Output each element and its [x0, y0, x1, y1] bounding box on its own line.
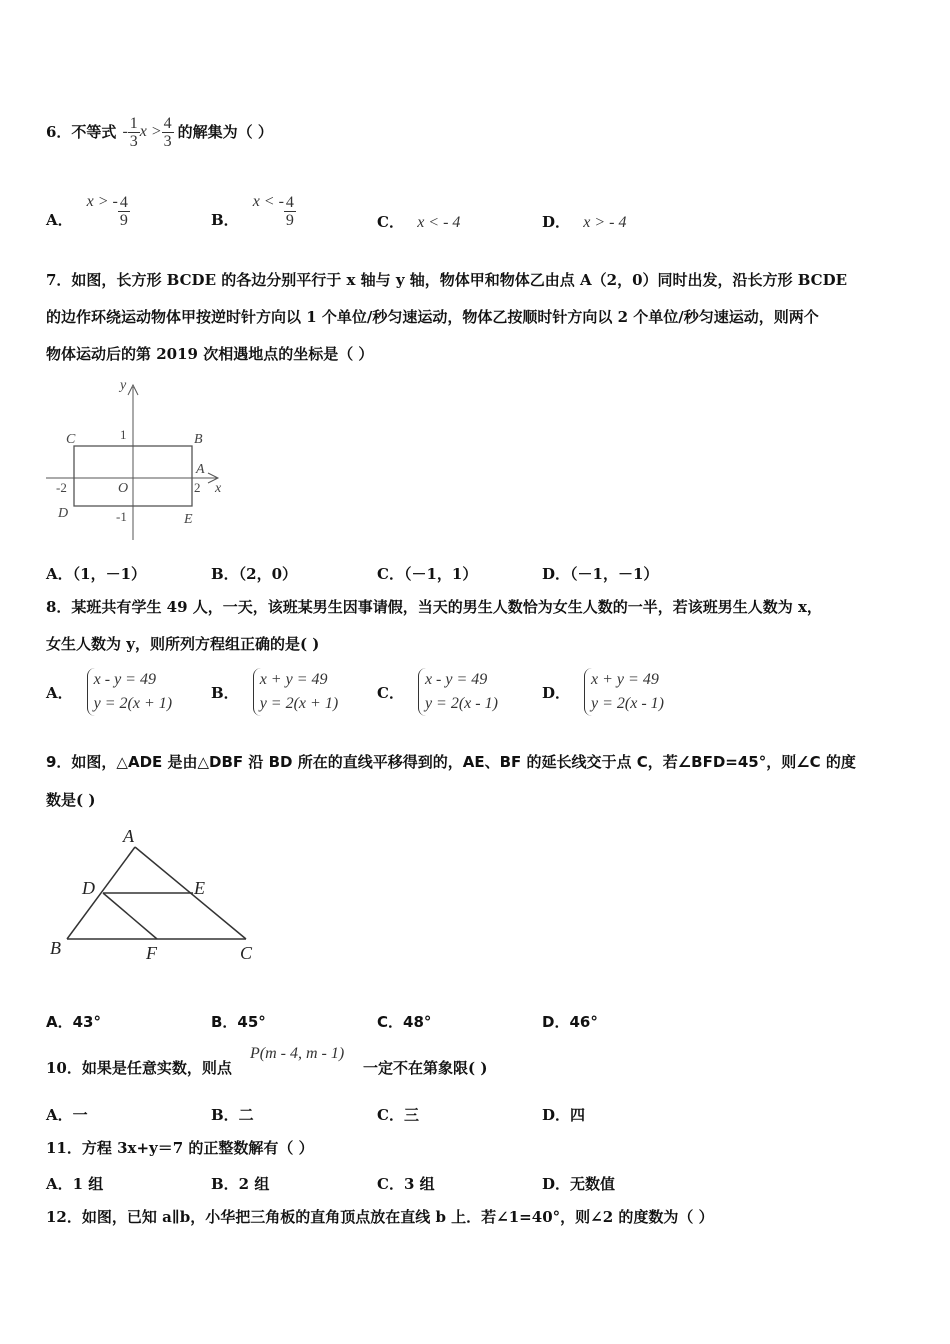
q6-option-b[interactable]: [211, 186, 296, 236]
q8-option-d-system: [584, 668, 664, 716]
q8-option-b-system: [253, 668, 338, 716]
q6-frac-2-den: 3: [163, 132, 172, 150]
q8-option-b-eq2: y = 2(x + 1): [259, 695, 339, 712]
q11-option-b[interactable]: B．2 组: [211, 1175, 270, 1193]
q7-tick-1: 1: [120, 427, 127, 442]
q9-figure: [40, 822, 280, 972]
q9-label-f: F: [146, 943, 157, 963]
q7-option-d[interactable]: D．（－1，－1）: [542, 565, 659, 583]
q11-stem: 11．方程 3x+y＝7 的正整数解有（ ）: [46, 1139, 314, 1157]
q10-option-a[interactable]: A．一: [46, 1106, 88, 1124]
q8-option-b-label: B．: [211, 683, 239, 702]
q8-option-c-system: [418, 668, 498, 716]
q8-option-b[interactable]: [211, 668, 338, 716]
q7-label-d: D: [58, 506, 69, 521]
q6-option-a-frac: [118, 194, 130, 229]
q9-label-e: E: [194, 878, 205, 898]
q6-option-a-expr: x > -: [86, 193, 118, 210]
q7-label-y: y: [120, 378, 127, 393]
q8-option-d-label: D．: [542, 683, 571, 702]
q8-option-c-eq1: x - y = 49: [424, 671, 488, 688]
q6-option-a-label: A．: [46, 211, 73, 229]
q6-ineq-lead: -: [122, 123, 128, 140]
q10-option-d[interactable]: D．四: [542, 1106, 586, 1124]
q9-label-a: A: [123, 826, 134, 846]
q6-option-c-expr: x < - 4: [417, 214, 461, 231]
q7-tick-minus-2: -2: [56, 480, 67, 495]
q8-option-a-eq1: x - y = 49: [93, 671, 156, 688]
q6-option-c-label: C．: [377, 213, 404, 231]
q7-option-b[interactable]: B．（2，0）: [211, 565, 298, 583]
q7-stem-line-3: 物体运动后的第 2019 次相遇地点的坐标是（ ）: [46, 345, 374, 363]
q10-option-b[interactable]: B．二: [211, 1106, 254, 1124]
q9-option-d[interactable]: D．46°: [542, 1013, 598, 1031]
q9-option-b[interactable]: B．45°: [211, 1013, 266, 1031]
q7-stem-line-2: 的边作环绕运动物体甲按逆时针方向以 1 个单位/秒匀速运动，物体乙按顺时针方向以 2 个单位/秒匀速运动，则两个: [46, 308, 819, 326]
q7-tick-2: 2: [194, 480, 201, 495]
q8-option-a-eq2: y = 2(x + 1): [93, 695, 173, 712]
q10-stem-suffix: 一定不在第象限( ): [363, 1059, 488, 1077]
q6-frac-1: [128, 115, 140, 150]
q6-option-b-num: 4: [285, 193, 294, 211]
q6-option-b-frac: [284, 194, 296, 229]
q7-figure: [40, 375, 240, 545]
q8-option-c-eq2: y = 2(x - 1): [424, 695, 498, 712]
q6-frac-1-den: 3: [129, 132, 138, 150]
q8-stem-line-1: 8．某班共有学生 49 人，一天，该班某男生因事请假，当天的男生人数恰为女生人数的一半，若该班男生人数为 x，: [46, 598, 822, 616]
q6-option-a-den: 9: [119, 211, 128, 229]
q8-option-c-label: C．: [377, 683, 404, 702]
q6-option-d-label: D．: [542, 213, 571, 231]
q7-stem-line-1: 7．如图，长方形 BCDE 的各边分别平行于 x 轴与 y 轴，物体甲和物体乙由点 A（2，0）同时出发，沿长方形 BCDE: [46, 271, 848, 289]
q9-option-c[interactable]: C．48°: [377, 1013, 432, 1031]
q8-option-a-system: [87, 668, 172, 716]
q8-option-a[interactable]: [46, 668, 172, 716]
q6-frac-2-num: 4: [163, 114, 172, 132]
q7-option-a[interactable]: A．（1，－1）: [46, 565, 147, 583]
q6-frac-1-num: 1: [129, 114, 138, 132]
q9-label-b: B: [50, 938, 61, 958]
q6-stem-prefix: 6．不等式: [46, 123, 117, 141]
q7-tick-minus-1: -1: [116, 509, 127, 524]
q8-option-d-eq1: x + y = 49: [591, 671, 659, 688]
q9-stem-line-1: 9．如图，△ADE 是由△DBF 沿 BD 所在的直线平移得到的，AE、BF 的延长线交于点 C，若∠BFD=45°，则∠C 的度: [46, 753, 856, 771]
q11-option-c[interactable]: C．3 组: [377, 1175, 435, 1193]
q8-stem-line-2: 女生人数为 y，则所列方程组正确的是( ): [46, 635, 320, 653]
q9-option-a[interactable]: A．43°: [46, 1013, 101, 1031]
q6-option-b-label: B．: [211, 211, 239, 229]
q6-option-b-den: 9: [285, 211, 294, 229]
q7-label-b: B: [194, 432, 203, 447]
q12-stem: 12．如图，已知 a∥b，小华把三角板的直角顶点放在直线 b 上．若∠1=40°，则∠2 的度数为（ ）: [46, 1208, 714, 1226]
q10-option-c[interactable]: C．三: [377, 1106, 419, 1124]
q7-label-a: A: [196, 462, 205, 477]
q8-option-d[interactable]: [542, 668, 664, 716]
q10-point-expression: P(m - 4, m - 1): [250, 1045, 345, 1062]
q6-option-c[interactable]: [377, 211, 460, 232]
q9-stem-line-2: 数是( ): [46, 791, 96, 809]
q8-option-c[interactable]: [377, 668, 498, 716]
q7-label-o: O: [118, 481, 129, 496]
q9-label-c: C: [240, 943, 253, 963]
q6-ineq-mid: x >: [139, 123, 162, 140]
q11-option-d[interactable]: D．无数值: [542, 1175, 616, 1193]
q6-option-a[interactable]: [46, 186, 130, 236]
q11-option-a[interactable]: A．1 组: [46, 1175, 104, 1193]
q9-label-d: D: [82, 878, 95, 898]
q6-option-d-expr: x > - 4: [583, 214, 627, 231]
q7-option-c[interactable]: C．（－1，1）: [377, 565, 478, 583]
q7-label-x: x: [215, 481, 222, 496]
q6-option-b-expr: x < -: [252, 193, 284, 210]
q8-option-b-eq1: x + y = 49: [259, 671, 328, 688]
q9-line-df: [103, 893, 157, 939]
q6-stem-suffix: 的解集为（ ）: [177, 123, 273, 141]
q6-option-a-num: 4: [119, 193, 128, 211]
q6-frac-2: [162, 115, 174, 150]
q10-stem-prefix: 10．如果是任意实数，则点: [46, 1059, 232, 1077]
q7-label-e: E: [184, 512, 193, 527]
q8-option-d-eq2: y = 2(x - 1): [591, 695, 664, 712]
q6-option-d[interactable]: [542, 211, 626, 232]
q7-label-c: C: [66, 432, 76, 447]
q8-option-a-label: A．: [46, 683, 73, 702]
q6-stem: [46, 104, 273, 160]
